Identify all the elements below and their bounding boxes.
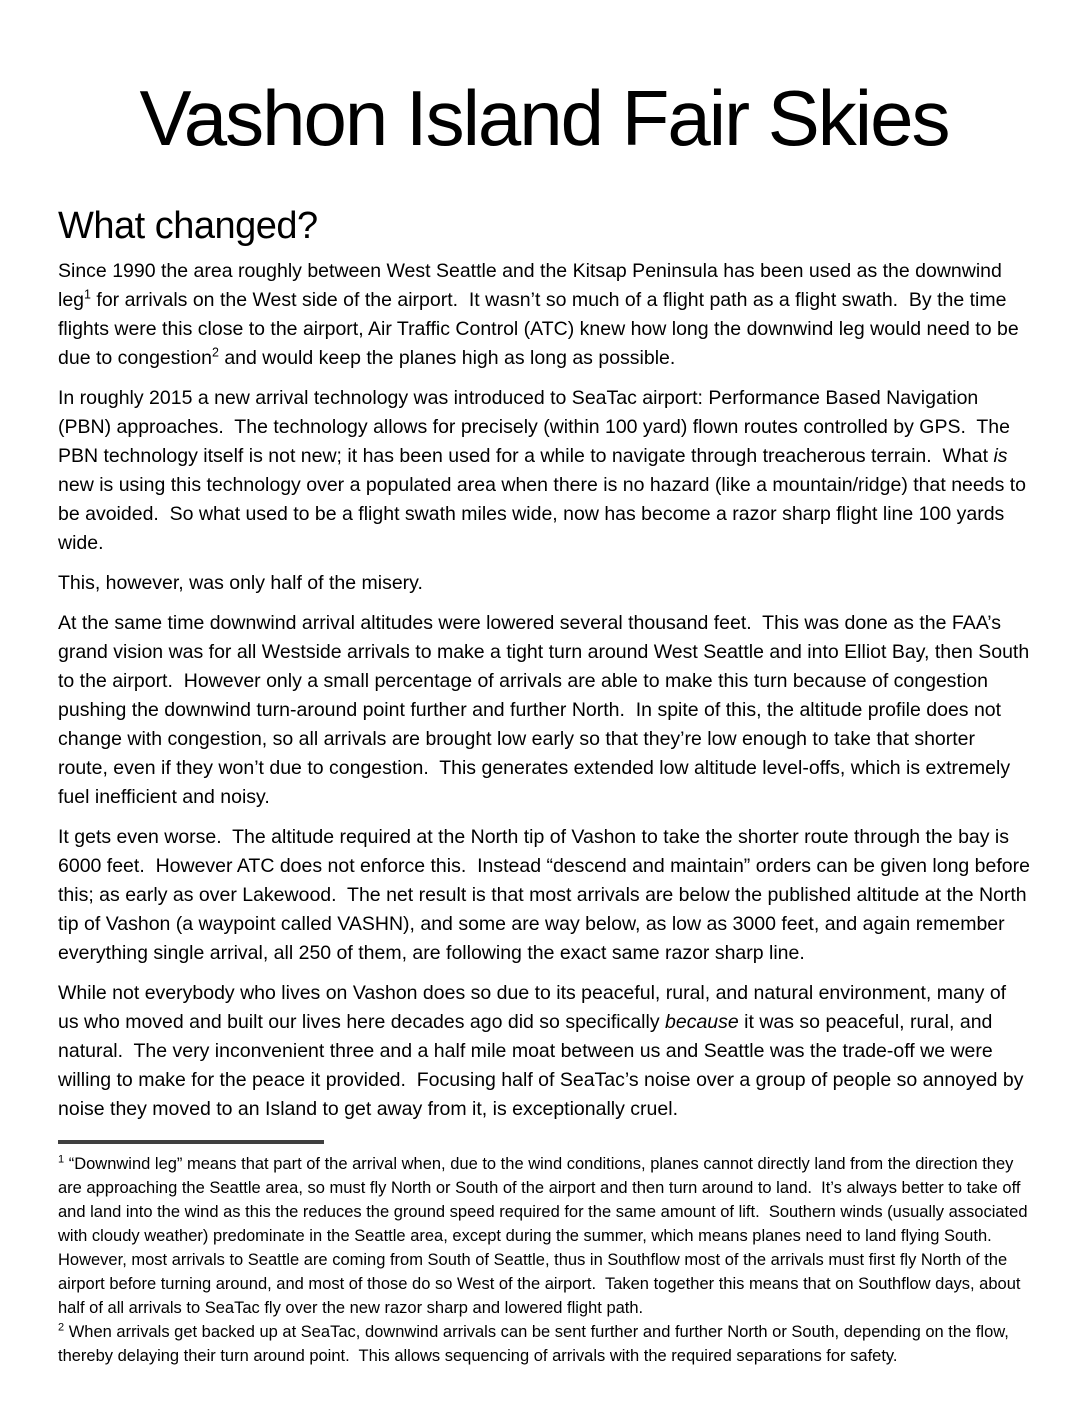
footnote-ref-1[interactable]: 1 bbox=[84, 287, 91, 302]
paragraph-vashon-residents bbox=[58, 979, 1030, 1124]
footnote-2-text: When arrivals get backed up at SeaTac, downwind arrivals can be sent further and further North or South, depending on the flow, thereby delaying their turn around point. This allows sequencing of arrivals with the required separations for safety. bbox=[58, 1323, 1014, 1365]
paragraph-text: new is using this technology over a populated area when there is no hazard (like a mountain/ridge) that needs to be avoided. So what used to be a flight swath miles wide, now has become a razor sharp flight line 100 yards wide. bbox=[58, 445, 1032, 554]
footnote-ref-2[interactable]: 2 bbox=[211, 345, 219, 360]
document-title: Vashon Island Fair Skies bbox=[139, 74, 949, 162]
footnote-2 bbox=[58, 1320, 1030, 1368]
paragraph-altitude-enforcement bbox=[58, 823, 1036, 968]
paragraph-text: This, however, was only half of the misery. bbox=[58, 572, 423, 594]
paragraph-text: At the same time downwind arrival altitudes were lowered several thousand feet. This was done as the FAA’s grand vision was for all Westside arrivals to make a tight turn around West Seattle and into Elliot Bay, then South to the airport. However only a small percentage of arrivals are able to make this turn because of congestion pushing the downwind turn-around point further and further North. In spite of this, the altitude profile does not change with congestion, so all arrivals are brought low early so that they’re low enough to take that shorter route, even if they won’t due to congestion. This generates extended low altitude level-offs, which is extremely fuel inefficient and noisy. bbox=[58, 612, 1035, 808]
footnote-1-text: “Downwind leg” means that part of the arrival when, due to the wind conditions, planes cannot directly land from the direction they are approaching the Seattle area, so must fly North or South of the airport and then turn around to land. It’s always better to take off and land into the wind as this the reduces the ground speed required for the same amount of lift. Southern winds (usually associated with cloudy weather) predominate in the Seattle area, except during the summer, which means planes need to land flying South. However, most arrivals to Seattle are coming from South of Seattle, thus in Southflow most of the arrivals must first fly North of the airport before turning around, and most of those do so West of the airport. Taken together this means that on Southflow days, about half of all arrivals to SeaTac fly over the new razor sharp and lowered flight path. bbox=[58, 1155, 1033, 1317]
paragraph-downwind-history bbox=[58, 257, 1030, 373]
footnote-1 bbox=[58, 1152, 1033, 1320]
paragraph-text: It gets even worse. The altitude required at the North tip of Vashon to take the shorter route through the bay is 6000 feet. However ATC does not enforce this. Instead “descend and maintain” orders can be given long before this; as early as over Lakewood. The net result is that most arrivals are below the published altitude at the North tip of Vashon (a waypoint called VASHN), and some are way below, as low as 3000 feet, and again remember everything single arrival, all 250 of them, are following the exact same razor sharp line. bbox=[58, 826, 1036, 964]
paragraph-text: for arrivals on the West side of the airport. It wasn’t so much of a flight path as a flight swath. By the time flights were this close to the airport, Air Traffic Control (ATC) knew how long the downwind leg would need to be due to congestion bbox=[58, 289, 1025, 369]
paragraph-text: and would keep the planes high as long as possible. bbox=[218, 347, 676, 369]
paragraph-text: it was so peaceful, rural, and natural. The very inconvenient three and a half mile moat between us and Seattle was the trade-off we were willing to make for the peace it provided. Focusing half of SeaTac’s noise over a group of people so annoyed by noise they moved to an Island to get away from it, is exceptionally cruel. bbox=[58, 1011, 1029, 1120]
footnote-1-marker: 1 bbox=[58, 1153, 65, 1166]
paragraph-text: While not everybody who lives on Vashon does so due to its peaceful, rural, and natural environment, many of us who moved and built our lives here decades ago did so specifically bbox=[58, 982, 1012, 1033]
emphasized-word: is bbox=[993, 445, 1008, 467]
paragraph-text: In roughly 2015 a new arrival technology was introduced to SeaTac airport: Performance Based Navigation (PBN) approaches. The technology allows for precisely (within 100 yard) flown routes controlled by GPS. The PBN technology itself is not new; it has been used for a while to navigate through treacherous terrain. What bbox=[58, 387, 1016, 467]
paragraph-half-the-misery bbox=[58, 569, 1030, 598]
footnote-separator-rule bbox=[58, 1140, 324, 1144]
footnote-2-marker: 2 bbox=[58, 1321, 65, 1334]
emphasized-word: because bbox=[665, 1011, 739, 1033]
paragraph-text: Since 1990 the area roughly between West Seattle and the Kitsap Peninsula has been used as the downwind leg bbox=[58, 260, 1008, 311]
paragraph-lowered-altitudes bbox=[58, 609, 1035, 812]
paragraph-pbn-technology bbox=[58, 384, 1030, 558]
section-heading-what-changed: What changed? bbox=[58, 205, 318, 247]
